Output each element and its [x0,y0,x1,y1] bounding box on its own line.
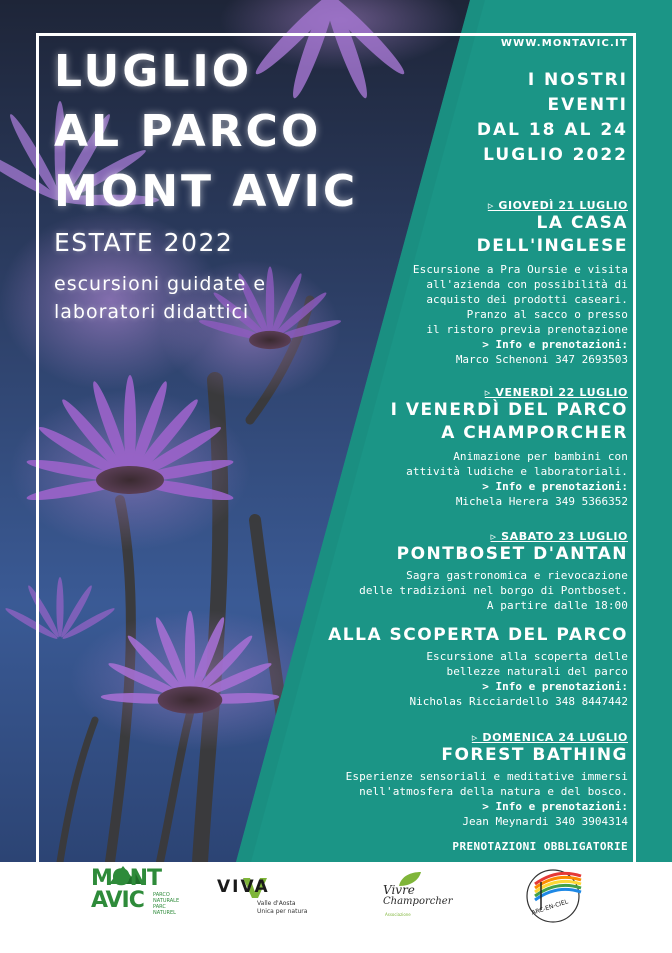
title-line: LUGLIO [54,46,253,97]
montavic-small-text: NATURALE [153,898,180,904]
event-scoperta-parco [328,624,628,709]
event-info-label: > Info e prenotazioni: [482,480,628,493]
montavic-small-text: NATUREL [153,910,176,916]
intro-line: LUGLIO 2022 [483,145,628,165]
event-description: Escursione alla scoperta delle [426,650,628,663]
event-title: DELL'INGLESE [476,236,628,256]
subtitle: ESTATE 2022 [54,228,234,257]
intro-line: EVENTI [547,95,628,115]
tagline-line: laboratori didattici [54,301,250,323]
event-date: ▹ SABATO 23 LUGLIO [490,530,628,543]
viva-word: VIVA [217,877,270,897]
event-description: delle tradizioni nel borgo di Pontboset. [359,584,628,597]
vivre-small-text: Associazione [385,912,411,917]
tagline [54,270,266,326]
tagline-line: escursioni guidate e [54,273,267,295]
title-line: MONT AVIC [54,166,359,217]
event-contact: Nicholas Ricciardello 348 8447442 [409,695,628,708]
montavic-small-text: PARC [153,904,166,910]
event-casa-inglese [413,199,628,367]
vivre-logo-text: Vivre [383,883,415,897]
event-description: Pranzo al sacco o presso [466,308,628,321]
event-description: attività ludiche e laboratoriali. [406,465,628,478]
arcenciel-text: ARC-EN-CIEL [530,898,570,917]
event-title: ALLA SCOPERTA DEL PARCO [328,625,628,645]
event-venerdi-parco [391,386,628,509]
rainbow-icon [517,862,589,926]
event-contact: Marco Schenoni 347 2693503 [455,353,628,366]
event-title: A CHAMPORCHER [441,423,628,443]
event-contact: Jean Meynardi 340 3904314 [462,815,628,828]
event-info-label: > Info e prenotazioni: [482,800,628,813]
logo-strip [39,862,633,926]
event-title: FOREST BATHING [441,745,628,765]
vivre-logo-text: Champorcher [383,896,453,907]
website-link[interactable]: WWW.MONTAVIC.IT [500,38,628,49]
event-info-label: > Info e prenotazioni: [482,680,628,693]
montavic-logo [91,862,201,926]
event-description: all'azienda con possibilità di [426,278,628,291]
montavic-logo-text: AVIC [91,888,144,913]
montavic-logo-text: MONT [91,866,162,891]
event-date: ▹ DOMENICA 24 LUGLIO [471,731,628,744]
mandatory-booking-note: PRENOTAZIONI OBBLIGATORIE [452,840,628,853]
event-title: I VENERDÌ DEL PARCO [390,400,628,420]
events-intro [477,68,628,168]
viva-tagline: Unica per natura [257,908,308,915]
event-description: Escursione a Pra Oursie e visita [412,263,628,276]
event-description: acquisto dei prodotti caseari. [426,293,628,306]
event-pontboset [359,530,628,613]
event-contact: Michela Herera 349 5366352 [455,495,628,508]
event-title: LA CASA [536,213,628,233]
intro-line: I NOSTRI [527,70,628,90]
event-description: A partire dalle 18:00 [486,599,628,612]
viva-logo [217,862,317,926]
event-description: il ristoro previa prenotazione [426,323,628,336]
main-title [54,42,358,222]
event-description: Esperienze sensoriali e meditative immersi [345,770,628,783]
event-info-label: > Info e prenotazioni: [482,338,628,351]
event-forest-bathing [346,731,628,829]
event-description: Sagra gastronomica e rievocazione [406,569,628,582]
arcenciel-logo [517,862,589,926]
montavic-small-text: PARCO [153,892,170,898]
event-description: Animazione per bambini con [453,450,628,463]
title-line: AL PARCO [54,106,322,157]
event-date: ▹ GIOVEDÌ 21 LUGLIO [487,199,628,212]
event-title: PONTBOSET D'ANTAN [396,544,628,564]
vivre-champorcher-logo [375,862,453,926]
viva-tagline: Valle d'Aosta [257,900,296,907]
event-date: ▹ VENERDÌ 22 LUGLIO [484,386,628,399]
event-description: nell'atmosfera della natura e del bosco. [359,785,628,798]
event-description: bellezze naturali del parco [446,665,628,678]
intro-line: DAL 18 AL 24 [476,120,628,140]
